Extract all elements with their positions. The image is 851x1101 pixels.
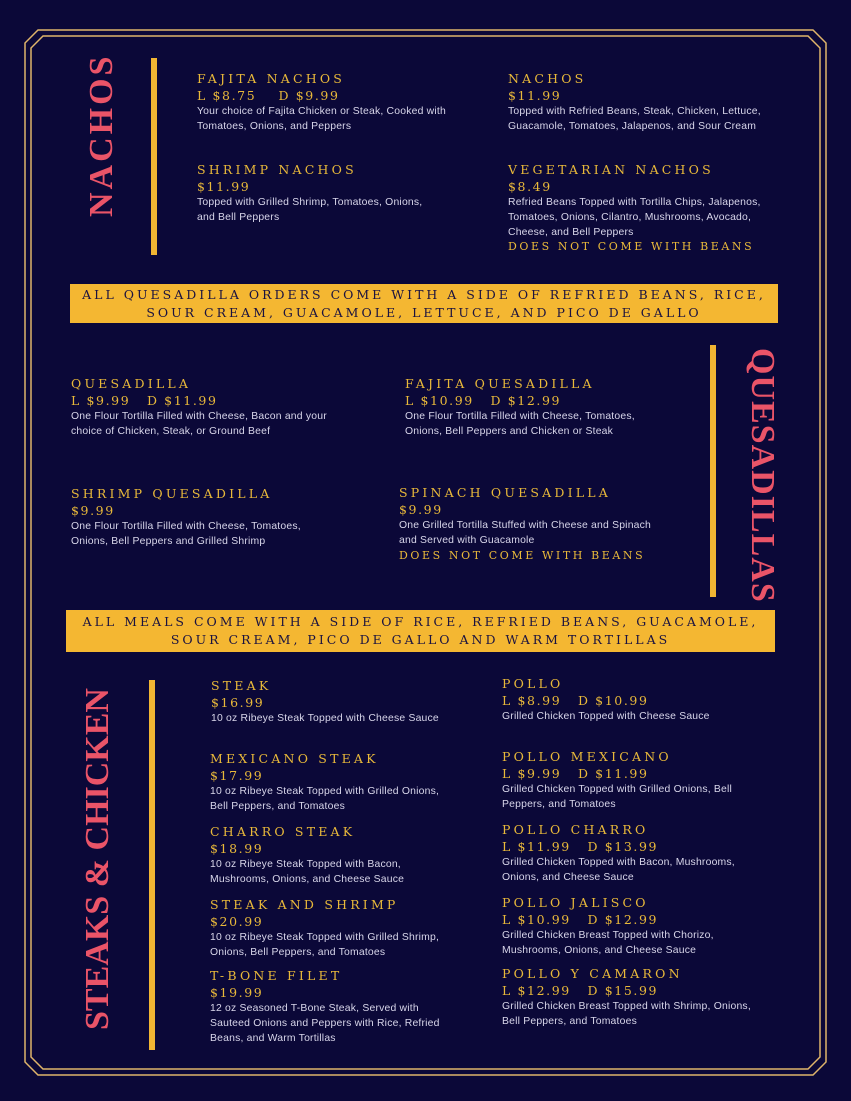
- menu-item: [71, 375, 336, 440]
- menu-item: [405, 375, 660, 440]
- item-description: Refried Beans Topped with Tortilla Chips, Jalapenos, Tomatoes, Onions, Cilantro, Mushrooms, Avocado, Cheese, and Bell Peppers: [508, 197, 761, 238]
- item-description: Your choice of Fajita Chicken or Steak, Cooked with Tomatoes, Onions, and Peppers: [197, 106, 446, 132]
- item-description: 10 oz Ribeye Steak Topped with Grilled Onions, Bell Peppers, and Tomatoes: [210, 786, 440, 812]
- item-name: FAJITA QUESADILLA: [405, 376, 595, 391]
- menu-item: [71, 485, 321, 550]
- menu-item: [502, 894, 762, 959]
- item-name: POLLO JALISCO: [502, 895, 649, 910]
- item-name: STEAK AND SHRIMP: [210, 897, 399, 912]
- item-description: 12 oz Seasoned T-Bone Steak, Served with Sauteed Onions and Peppers with Rice, Refried Beans, and Warm Tortillas: [210, 1003, 440, 1044]
- menu-item: [502, 821, 752, 886]
- section-title-nachos: NACHOS: [83, 53, 120, 217]
- item-name: FAJITA NACHOS: [197, 71, 346, 86]
- item-description: 10 oz Ribeye Steak Topped with Cheese Sauce: [211, 713, 439, 724]
- item-price: L $10.99 D $12.99: [502, 912, 659, 927]
- item-description: Grilled Chicken Topped with Bacon, Mushrooms, Onions, and Cheese Sauce: [502, 857, 735, 883]
- item-description: Grilled Chicken Breast Topped with Chorizo, Mushrooms, Onions, and Cheese Sauce: [502, 930, 714, 956]
- item-price: L $8.99 D $10.99: [502, 693, 649, 708]
- item-name: POLLO Y CAMARON: [502, 966, 683, 981]
- item-description: One Flour Tortilla Filled with Cheese, Bacon and your choice of Chicken, Steak, or Ground Beef: [71, 411, 327, 437]
- menu-item: [197, 161, 437, 226]
- item-price: L $9.99 D $11.99: [502, 766, 649, 781]
- item-description: Grilled Chicken Topped with Cheese Sauce: [502, 711, 710, 722]
- item-price: L $9.99 D $11.99: [71, 393, 218, 408]
- item-note: DOES NOT COME WITH BEANS: [399, 548, 646, 562]
- item-price: $19.99: [210, 985, 264, 1000]
- item-description: One Grilled Tortilla Stuffed with Cheese and Spinach and Served with Guacamole: [399, 520, 652, 546]
- item-name: SHRIMP QUESADILLA: [71, 486, 273, 501]
- menu-item: [197, 70, 457, 135]
- item-price: $16.99: [211, 695, 265, 710]
- item-name: SHRIMP NACHOS: [197, 162, 357, 177]
- item-name: T-BONE FILET: [210, 968, 343, 983]
- item-price: $11.99: [197, 179, 251, 194]
- item-price: $20.99: [210, 914, 264, 929]
- menu-item: [210, 823, 450, 888]
- menu-item: [502, 675, 762, 725]
- quesadilla-banner: ALL QUESADILLA ORDERS COME WITH A SIDE OF REFRIED BEANS, RICE, SOUR CREAM, GUACAMOLE, LETTUCE, AND PICO DE GALLO: [70, 284, 778, 323]
- divider-bar: [149, 680, 155, 1050]
- item-description: Grilled Chicken Breast Topped with Shrimp, Onions, Bell Peppers, and Tomatoes: [502, 1001, 751, 1027]
- menu-item: [399, 484, 659, 563]
- item-name: VEGETARIAN NACHOS: [508, 162, 714, 177]
- menu-item: [210, 967, 455, 1046]
- menu-item: [211, 677, 451, 727]
- section-title-quesadillas: QUESADILLAS: [744, 348, 781, 603]
- item-description: One Flour Tortilla Filled with Cheese, Tomatoes, Onions, Bell Peppers and Chicken or Steak: [405, 411, 635, 437]
- item-description: 10 oz Ribeye Steak Topped with Grilled Shrimp, Onions, Bell Peppers, and Tomatoes: [210, 932, 440, 958]
- menu-item: [210, 896, 460, 961]
- item-name: POLLO: [502, 676, 564, 691]
- menu-item: [210, 750, 450, 815]
- item-price: $8.49: [508, 179, 552, 194]
- item-description: Grilled Chicken Topped with Grilled Onions, Bell Peppers, and Tomatoes: [502, 784, 733, 810]
- item-name: CHARRO STEAK: [210, 824, 356, 839]
- item-description: One Flour Tortilla Filled with Cheese, Tomatoes, Onions, Bell Peppers and Grilled Shrimp: [71, 521, 301, 547]
- item-price: $9.99: [399, 502, 443, 517]
- menu-item: [502, 748, 752, 813]
- item-price: L $10.99 D $12.99: [405, 393, 562, 408]
- divider-bar: [151, 58, 157, 255]
- item-price: $11.99: [508, 88, 562, 103]
- item-price: L $8.75 D $9.99: [197, 88, 340, 103]
- item-price: $18.99: [210, 841, 264, 856]
- item-name: QUESADILLA: [71, 376, 192, 391]
- item-description: 10 oz Ribeye Steak Topped with Bacon, Mushrooms, Onions, and Cheese Sauce: [210, 859, 405, 885]
- menu-item: [502, 965, 762, 1030]
- item-price: $9.99: [71, 503, 115, 518]
- item-description: Topped with Grilled Shrimp, Tomatoes, Onions, and Bell Peppers: [197, 197, 423, 223]
- item-price: L $11.99 D $13.99: [502, 839, 659, 854]
- item-name: SPINACH QUESADILLA: [399, 485, 612, 500]
- item-note: DOES NOT COME WITH BEANS: [508, 240, 755, 254]
- item-description: Topped with Refried Beans, Steak, Chicken, Lettuce, Guacamole, Tomatoes, Jalapenos, and Sour Cream: [508, 106, 761, 132]
- menu-item: [508, 70, 763, 135]
- item-name: MEXICANO STEAK: [210, 751, 379, 766]
- item-price: L $12.99 D $15.99: [502, 983, 659, 998]
- item-name: NACHOS: [508, 71, 587, 86]
- item-name: STEAK: [211, 678, 272, 693]
- item-name: POLLO CHARRO: [502, 822, 649, 837]
- item-price: $17.99: [210, 768, 264, 783]
- item-name: POLLO MEXICANO: [502, 749, 672, 764]
- divider-bar: [710, 345, 716, 597]
- meals-banner: ALL MEALS COME WITH A SIDE OF RICE, REFRIED BEANS, GUACAMOLE, SOUR CREAM, PICO DE GALLO AND WARM TORTILLAS: [66, 610, 775, 652]
- menu-item: [508, 161, 763, 254]
- section-title-steaks-chicken: STEAKS & CHICKEN: [79, 688, 116, 1030]
